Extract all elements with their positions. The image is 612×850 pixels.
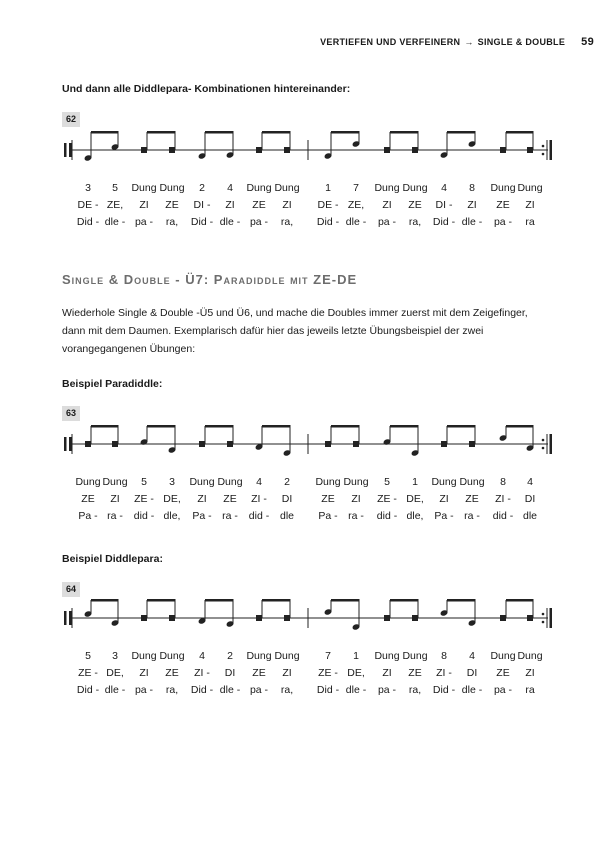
syllable: ZE -: [318, 667, 338, 679]
syllable: Dung: [459, 476, 485, 488]
body-paragraph: Wiederhole Single & Double -Ü5 und Ü6, und mache die Doubles immer zuerst mit dem Zeigefinger, dann mit dem Daumen. Exemplarisch dafür hier das jeweils letzte Übungsbeispiel der zwei vorangegangenen Übungen:: [62, 307, 528, 355]
syllable: ra -: [464, 510, 480, 522]
syllable: DE -: [317, 199, 339, 211]
final-barline: [550, 608, 553, 628]
repeat-dot: [542, 145, 545, 148]
syllable: pa -: [134, 216, 154, 228]
note-head: [384, 147, 390, 153]
syllable: 4: [227, 182, 233, 194]
syllable: pa -: [377, 216, 397, 228]
note-head: [256, 615, 262, 621]
syllable: 4: [441, 182, 447, 194]
repeat-dot: [542, 439, 545, 442]
label-paradiddle: Beispiel Paradiddle:: [62, 378, 163, 390]
syllable: dle: [522, 510, 537, 522]
syllable: ZI -: [495, 493, 511, 505]
syllable: Dung: [159, 650, 185, 662]
syllable: pa -: [493, 684, 513, 696]
label-diddlepara: Beispiel Diddlepara:: [62, 553, 163, 565]
syllable: ZE: [496, 199, 510, 211]
syllable: Did -: [190, 216, 214, 228]
beam: [205, 599, 234, 602]
syllable: Dung: [315, 476, 341, 488]
beam: [205, 425, 234, 428]
syllable: ZE: [408, 199, 422, 211]
syllable: ZI -: [194, 667, 210, 679]
syllable: Dung: [246, 182, 272, 194]
running-head-section: VERTIEFEN UND VERFEINERN: [320, 37, 461, 47]
beam: [390, 425, 419, 428]
syllable: ZE -: [134, 493, 154, 505]
clef-bar: [64, 611, 67, 625]
syllable: dle -: [104, 216, 126, 228]
beam: [147, 599, 176, 602]
syllable: Dung: [490, 182, 516, 194]
syllable: 1: [353, 650, 359, 662]
syllable: pa -: [249, 216, 269, 228]
syllable: ZE: [321, 493, 335, 505]
syllable: ZE: [81, 493, 95, 505]
final-barline: [550, 140, 553, 160]
example-number: 64: [62, 582, 80, 597]
note-head: [500, 615, 506, 621]
syllable: DI: [524, 493, 536, 505]
page-number: 59: [581, 36, 594, 48]
syllable: dle -: [345, 216, 367, 228]
beam: [447, 131, 476, 134]
syllable: ZI: [197, 493, 207, 505]
syllable: Dung: [431, 476, 457, 488]
syllable: 8: [441, 650, 447, 662]
beam: [147, 425, 176, 428]
syllable: 5: [384, 476, 390, 488]
note-head: [199, 441, 205, 447]
beam: [506, 131, 534, 134]
syllable: Dung: [374, 182, 400, 194]
beam: [331, 131, 360, 134]
syllable: ra -: [348, 510, 364, 522]
syllable: did -: [248, 510, 270, 522]
syllable: ZE,: [347, 199, 365, 211]
syllable: pa -: [249, 684, 269, 696]
syllable: DE,: [347, 667, 365, 679]
syllable: 4: [256, 476, 262, 488]
syllable: 5: [85, 650, 91, 662]
syllable: Dung: [343, 476, 369, 488]
syllable: ZE: [252, 667, 266, 679]
syllable: 3: [85, 182, 91, 194]
syllable: ZE: [408, 667, 422, 679]
final-barline: [550, 434, 553, 454]
syllable: ZI: [382, 199, 392, 211]
note-head: [412, 615, 418, 621]
syllable: Dung: [217, 476, 243, 488]
syllable: 5: [112, 182, 118, 194]
syllable: ra -: [222, 510, 238, 522]
syllable: Dung: [274, 650, 300, 662]
repeat-dot: [542, 613, 545, 616]
note-head: [141, 147, 147, 153]
syllable: 2: [199, 182, 205, 194]
syllable: 4: [469, 650, 475, 662]
section-heading: Single & Double - Ü7: Paradiddle mit ZE-DE: [62, 272, 358, 287]
syllable: Dung: [402, 182, 428, 194]
clef-bar: [69, 437, 72, 451]
syllable: dle -: [461, 684, 483, 696]
beam: [262, 131, 291, 134]
syllable: pa -: [377, 684, 397, 696]
syllable: 1: [325, 182, 331, 194]
syllable: Dung: [75, 476, 101, 488]
beam: [390, 131, 419, 134]
example-number: 63: [62, 406, 80, 421]
syllable: did -: [492, 510, 514, 522]
note-head: [284, 615, 290, 621]
syllable: Pa -: [78, 510, 98, 522]
syllable: 3: [169, 476, 175, 488]
syllable: 4: [199, 650, 205, 662]
syllable: 8: [469, 182, 475, 194]
note-head: [500, 147, 506, 153]
syllable: Pa -: [192, 510, 212, 522]
syllable: ZE -: [377, 493, 397, 505]
syllable: Did -: [316, 216, 340, 228]
syllable: 2: [227, 650, 233, 662]
running-head-subsection: SINGLE & DOUBLE: [477, 37, 566, 47]
note-head: [141, 615, 147, 621]
syllable: DI: [281, 493, 293, 505]
syllable: ZE: [165, 667, 179, 679]
syllable: ZI: [282, 667, 292, 679]
syllable: ZI: [139, 199, 149, 211]
repeat-dot: [542, 153, 545, 156]
syllable: 4: [527, 476, 533, 488]
syllable: Dung: [246, 650, 272, 662]
syllable: ZE: [252, 199, 266, 211]
syllable: Dung: [189, 476, 215, 488]
note-head: [227, 441, 233, 447]
beam: [91, 131, 119, 134]
syllable: ZI: [382, 667, 392, 679]
note-head: [256, 147, 262, 153]
syllable: Did -: [432, 684, 456, 696]
syllable: Dung: [274, 182, 300, 194]
syllable: Dung: [102, 476, 128, 488]
syllable: Dung: [402, 650, 428, 662]
syllable: DE,: [106, 667, 124, 679]
beam: [262, 425, 291, 428]
syllable: Did -: [316, 684, 340, 696]
syllable: ZE,: [106, 199, 124, 211]
syllable: DI -: [435, 199, 453, 211]
syllable: 7: [353, 182, 359, 194]
syllable: ra,: [280, 684, 294, 696]
syllable: ZE: [465, 493, 479, 505]
clef-bar: [64, 437, 67, 451]
syllable: pa -: [134, 684, 154, 696]
syllable: DI: [224, 667, 236, 679]
syllable: dle -: [219, 684, 241, 696]
syllable: DI: [466, 667, 478, 679]
note-head: [412, 147, 418, 153]
syllable: ra,: [280, 216, 294, 228]
syllable: 3: [112, 650, 118, 662]
beam: [331, 425, 360, 428]
note-head: [353, 441, 359, 447]
syllable: ZI: [225, 199, 235, 211]
beam: [205, 131, 234, 134]
syllable: Did -: [190, 684, 214, 696]
syllable: ZI: [525, 667, 535, 679]
note-head: [469, 441, 475, 447]
syllable: ra,: [408, 216, 422, 228]
syllable: did -: [133, 510, 155, 522]
example-number: 62: [62, 112, 80, 127]
beam: [262, 599, 291, 602]
syllable: ZE: [165, 199, 179, 211]
syllable: ZI: [110, 493, 120, 505]
syllable: 7: [325, 650, 331, 662]
syllable: Dung: [490, 650, 516, 662]
syllable: ZI: [139, 667, 149, 679]
clef-bar: [64, 143, 67, 157]
note-head: [85, 441, 91, 447]
syllable: dle: [279, 510, 294, 522]
syllable: ZI -: [436, 667, 452, 679]
syllable: dle -: [461, 216, 483, 228]
syllable: ra: [525, 684, 535, 696]
syllable: Did -: [432, 216, 456, 228]
notation-staff: [60, 594, 560, 644]
intro-text: Und dann alle Diddlepara- Kombinationen hintereinander:: [62, 83, 351, 95]
note-head: [384, 615, 390, 621]
syllable: Dung: [131, 182, 157, 194]
beam: [390, 599, 419, 602]
beam: [506, 425, 534, 428]
syllable: ra -: [107, 510, 123, 522]
clef-bar: [69, 611, 72, 625]
syllable: 2: [284, 476, 290, 488]
syllable: dle,: [406, 510, 424, 522]
syllable: 1: [412, 476, 418, 488]
notation-staff: [60, 420, 560, 470]
syllable: Dung: [517, 650, 543, 662]
note-head: [284, 147, 290, 153]
syllable: ZE: [496, 667, 510, 679]
note-head: [169, 147, 175, 153]
beam: [91, 425, 119, 428]
syllable: ra: [525, 216, 535, 228]
note-head: [112, 441, 118, 447]
syllable: 5: [141, 476, 147, 488]
syllable: Dung: [159, 182, 185, 194]
syllable: ZI: [439, 493, 449, 505]
syllable: Pa -: [434, 510, 454, 522]
syllable: ra,: [165, 216, 179, 228]
notation-staff: [60, 126, 560, 176]
syllable: did -: [376, 510, 398, 522]
beam: [447, 425, 476, 428]
syllable: ra,: [408, 684, 422, 696]
syllable: dle -: [104, 684, 126, 696]
syllable: ZI -: [251, 493, 267, 505]
syllable: ZI: [351, 493, 361, 505]
beam: [506, 599, 534, 602]
syllable: DE,: [406, 493, 424, 505]
syllable: 8: [500, 476, 506, 488]
beam: [147, 131, 176, 134]
syllable: dle,: [163, 510, 181, 522]
syllable: ZE -: [78, 667, 98, 679]
syllable: pa -: [493, 216, 513, 228]
syllable: ZI: [525, 199, 535, 211]
syllable: DE,: [163, 493, 181, 505]
syllable: Dung: [131, 650, 157, 662]
syllable: ZI: [467, 199, 477, 211]
syllable: ra,: [165, 684, 179, 696]
clef-bar: [69, 143, 72, 157]
note-head: [325, 441, 331, 447]
syllable: Pa -: [318, 510, 338, 522]
beam: [447, 599, 476, 602]
note-head: [527, 615, 533, 621]
note-head: [169, 615, 175, 621]
syllable: dle -: [219, 216, 241, 228]
beam: [91, 599, 119, 602]
syllable: ZI: [282, 199, 292, 211]
syllable: Dung: [517, 182, 543, 194]
syllable: Did -: [76, 216, 100, 228]
syllable: Did -: [76, 684, 100, 696]
running-head: [320, 36, 594, 48]
syllable: DI -: [193, 199, 211, 211]
syllable: Dung: [374, 650, 400, 662]
arrow-right-icon: →: [464, 37, 474, 47]
beam: [331, 599, 360, 602]
repeat-dot: [542, 621, 545, 624]
syllable: DE -: [77, 199, 99, 211]
syllable: dle -: [345, 684, 367, 696]
note-head: [527, 147, 533, 153]
note-head: [441, 441, 447, 447]
repeat-dot: [542, 447, 545, 450]
syllable: ZE: [223, 493, 237, 505]
